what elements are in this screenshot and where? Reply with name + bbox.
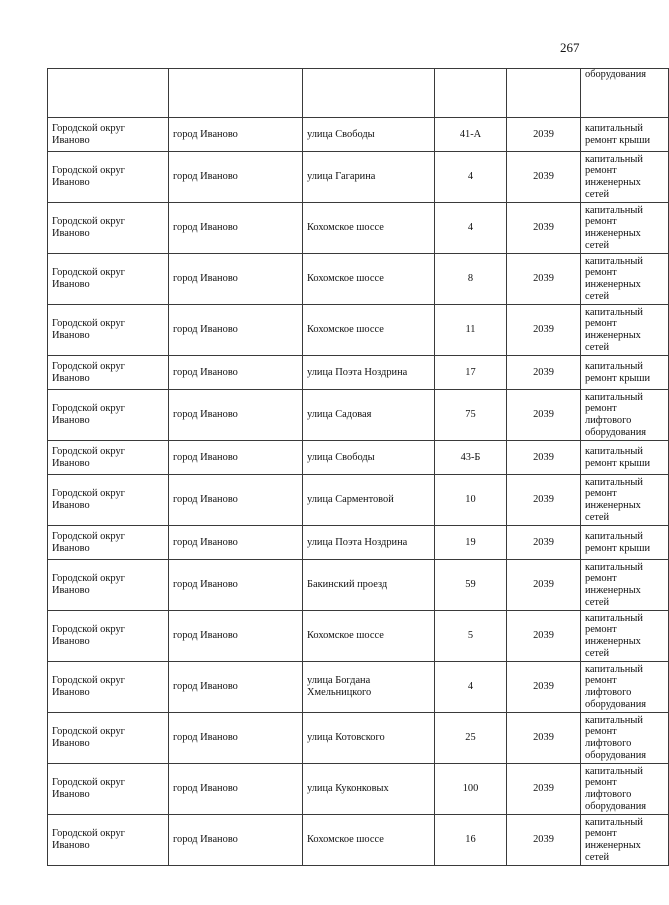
cell-house: 17 bbox=[435, 356, 507, 390]
cell-street: Кохомское шоссе bbox=[303, 203, 435, 254]
cell-city: город Иваново bbox=[169, 305, 303, 356]
table-row bbox=[48, 118, 669, 152]
cell-street: Кохомское шоссе bbox=[303, 305, 435, 356]
cell-work: капитальный ремонт лифтового оборудования bbox=[581, 662, 669, 713]
cell-district: Городской округ Иваново bbox=[48, 305, 169, 356]
cell-house: 43-Б bbox=[435, 441, 507, 475]
cell-work: капитальный ремонт крыши bbox=[581, 441, 669, 475]
cell-street bbox=[303, 69, 435, 118]
cell-city: город Иваново bbox=[169, 662, 303, 713]
cell-district: Городской округ Иваново bbox=[48, 611, 169, 662]
cell-city: город Иваново bbox=[169, 390, 303, 441]
cell-district: Городской округ Иваново bbox=[48, 152, 169, 203]
cell-district: Городской округ Иваново bbox=[48, 815, 169, 866]
cell-street: Кохомское шоссе bbox=[303, 611, 435, 662]
table-row bbox=[48, 611, 669, 662]
cell-city: город Иваново bbox=[169, 475, 303, 526]
cell-house: 4 bbox=[435, 203, 507, 254]
cell-district: Городской округ Иваново bbox=[48, 390, 169, 441]
cell-year: 2039 bbox=[507, 152, 581, 203]
table-row bbox=[48, 475, 669, 526]
table-row bbox=[48, 560, 669, 611]
cell-house: 25 bbox=[435, 713, 507, 764]
cell-district: Городской округ Иваново bbox=[48, 713, 169, 764]
cell-year: 2039 bbox=[507, 764, 581, 815]
cell-house: 4 bbox=[435, 152, 507, 203]
cell-year: 2039 bbox=[507, 254, 581, 305]
cell-work: капитальный ремонт крыши bbox=[581, 118, 669, 152]
cell-work: капитальный ремонт инженерных сетей bbox=[581, 560, 669, 611]
cell-street: улица Богдана Хмельницкого bbox=[303, 662, 435, 713]
cell-house: 19 bbox=[435, 526, 507, 560]
page-number: 267 bbox=[560, 40, 580, 55]
cell-house: 41-А bbox=[435, 118, 507, 152]
cell-work: капитальный ремонт лифтового оборудования bbox=[581, 764, 669, 815]
cell-house: 16 bbox=[435, 815, 507, 866]
cell-work: капитальный ремонт крыши bbox=[581, 526, 669, 560]
continued-row bbox=[48, 69, 669, 118]
cell-street: улица Свободы bbox=[303, 441, 435, 475]
cell-year: 2039 bbox=[507, 526, 581, 560]
cell-year: 2039 bbox=[507, 305, 581, 356]
cell-house: 75 bbox=[435, 390, 507, 441]
cell-year: 2039 bbox=[507, 441, 581, 475]
cell-district: Городской округ Иваново bbox=[48, 441, 169, 475]
repair-schedule-table bbox=[47, 68, 669, 866]
table-row bbox=[48, 662, 669, 713]
cell-house: 100 bbox=[435, 764, 507, 815]
cell-city: город Иваново bbox=[169, 611, 303, 662]
cell-year: 2039 bbox=[507, 815, 581, 866]
table-row bbox=[48, 254, 669, 305]
cell-street: улица Гагарина bbox=[303, 152, 435, 203]
cell-city: город Иваново bbox=[169, 152, 303, 203]
table-row bbox=[48, 356, 669, 390]
cell-district bbox=[48, 69, 169, 118]
cell-city: город Иваново bbox=[169, 356, 303, 390]
cell-district: Городской округ Иваново bbox=[48, 560, 169, 611]
cell-year: 2039 bbox=[507, 203, 581, 254]
cell-district: Городской округ Иваново bbox=[48, 662, 169, 713]
cell-district: Городской округ Иваново bbox=[48, 118, 169, 152]
table-body bbox=[48, 69, 669, 866]
cell-work: капитальный ремонт лифтового оборудования bbox=[581, 390, 669, 441]
table-row bbox=[48, 305, 669, 356]
cell-city bbox=[169, 69, 303, 118]
cell-city: город Иваново bbox=[169, 118, 303, 152]
cell-year: 2039 bbox=[507, 611, 581, 662]
cell-work: капитальный ремонт лифтового оборудования bbox=[581, 713, 669, 764]
cell-street: улица Сарментовой bbox=[303, 475, 435, 526]
cell-street: улица Свободы bbox=[303, 118, 435, 152]
cell-city: город Иваново bbox=[169, 713, 303, 764]
cell-year: 2039 bbox=[507, 560, 581, 611]
cell-year: 2039 bbox=[507, 713, 581, 764]
table-row bbox=[48, 441, 669, 475]
cell-district: Городской округ Иваново bbox=[48, 356, 169, 390]
cell-street: Бакинский проезд bbox=[303, 560, 435, 611]
cell-house: 11 bbox=[435, 305, 507, 356]
cell-work: капитальный ремонт инженерных сетей bbox=[581, 203, 669, 254]
cell-year: 2039 bbox=[507, 662, 581, 713]
cell-district: Городской округ Иваново bbox=[48, 203, 169, 254]
cell-city: город Иваново bbox=[169, 764, 303, 815]
table-row bbox=[48, 203, 669, 254]
cell-house: 8 bbox=[435, 254, 507, 305]
cell-year: 2039 bbox=[507, 475, 581, 526]
cell-city: город Иваново bbox=[169, 203, 303, 254]
table-row bbox=[48, 152, 669, 203]
cell-house bbox=[435, 69, 507, 118]
cell-work: капитальный ремонт инженерных сетей bbox=[581, 815, 669, 866]
cell-street: улица Котовского bbox=[303, 713, 435, 764]
cell-street: улица Куконковых bbox=[303, 764, 435, 815]
cell-street: улица Поэта Ноздрина bbox=[303, 526, 435, 560]
cell-district: Городской округ Иваново bbox=[48, 764, 169, 815]
cell-city: город Иваново bbox=[169, 560, 303, 611]
cell-year: 2039 bbox=[507, 356, 581, 390]
table-row bbox=[48, 815, 669, 866]
cell-street: улица Поэта Ноздрина bbox=[303, 356, 435, 390]
cell-work: капитальный ремонт инженерных сетей bbox=[581, 254, 669, 305]
cell-work: капитальный ремонт инженерных сетей bbox=[581, 611, 669, 662]
cell-work: капитальный ремонт инженерных сетей bbox=[581, 152, 669, 203]
cell-work: капитальный ремонт крыши bbox=[581, 356, 669, 390]
cell-house: 5 bbox=[435, 611, 507, 662]
cell-house: 4 bbox=[435, 662, 507, 713]
cell-year: 2039 bbox=[507, 390, 581, 441]
cell-city: город Иваново bbox=[169, 526, 303, 560]
cell-district: Городской округ Иваново bbox=[48, 475, 169, 526]
table-row bbox=[48, 713, 669, 764]
cell-district: Городской округ Иваново bbox=[48, 254, 169, 305]
table-row bbox=[48, 764, 669, 815]
cell-street: Кохомское шоссе bbox=[303, 254, 435, 305]
cell-work: оборудования bbox=[581, 69, 669, 118]
cell-city: город Иваново bbox=[169, 441, 303, 475]
cell-year: 2039 bbox=[507, 118, 581, 152]
cell-city: город Иваново bbox=[169, 815, 303, 866]
table-row bbox=[48, 390, 669, 441]
cell-district: Городской округ Иваново bbox=[48, 526, 169, 560]
cell-city: город Иваново bbox=[169, 254, 303, 305]
table-row bbox=[48, 526, 669, 560]
cell-work: капитальный ремонт инженерных сетей bbox=[581, 305, 669, 356]
cell-work: капитальный ремонт инженерных сетей bbox=[581, 475, 669, 526]
cell-house: 59 bbox=[435, 560, 507, 611]
cell-street: улица Садовая bbox=[303, 390, 435, 441]
cell-street: Кохомское шоссе bbox=[303, 815, 435, 866]
cell-house: 10 bbox=[435, 475, 507, 526]
cell-year bbox=[507, 69, 581, 118]
